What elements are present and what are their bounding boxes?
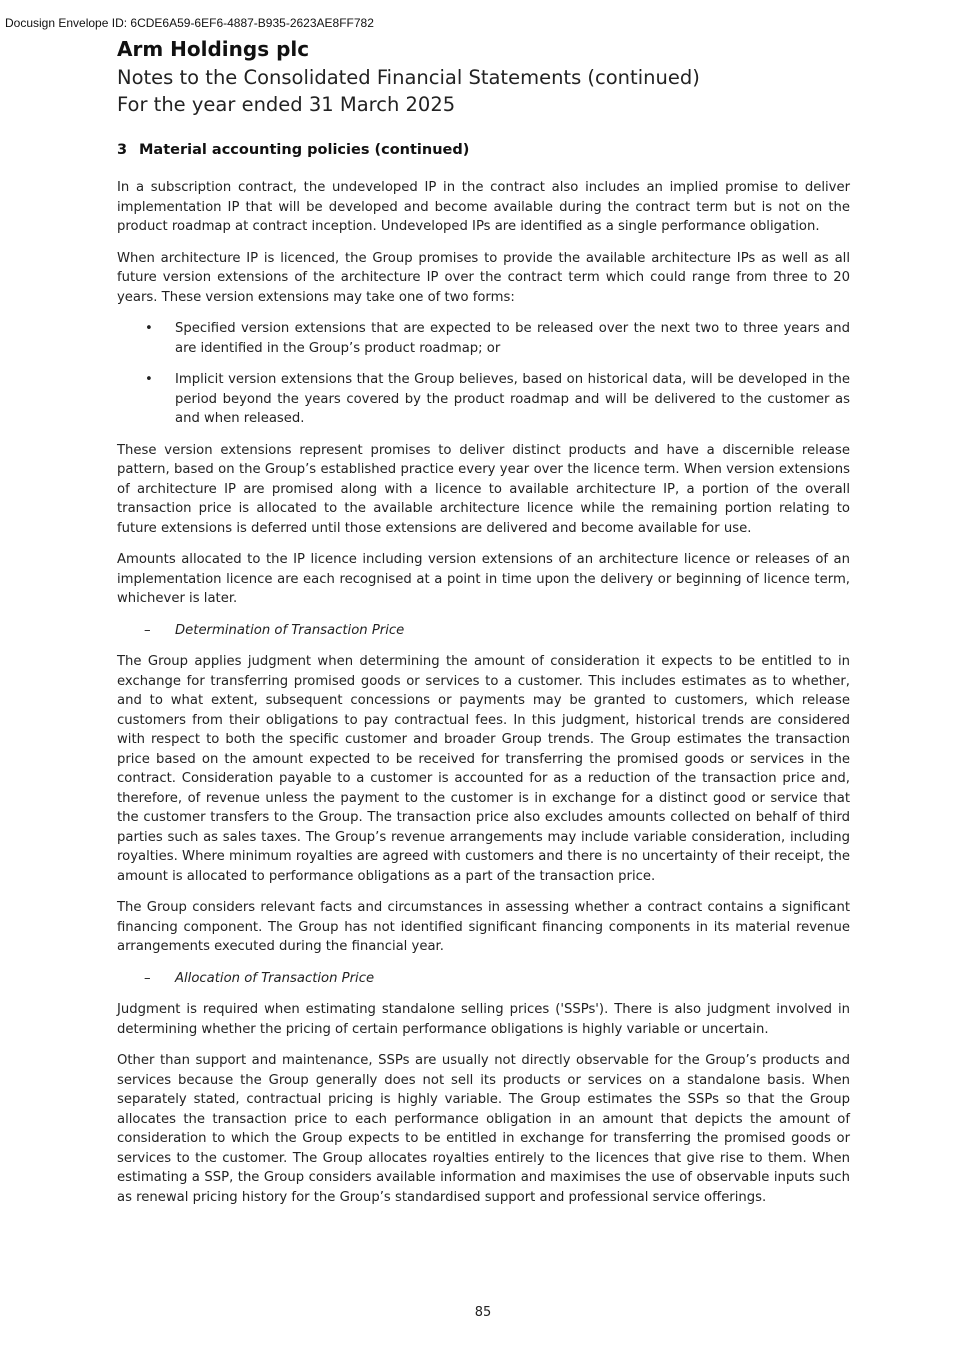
bullet-text: Implicit version extensions that the Group believes, based on historical data, will be developed in the period beyond the years covered by the product roadmap and will be delivered to the customer as and when released. [175, 372, 850, 426]
reporting-period: For the year ended 31 March 2025 [117, 93, 456, 116]
section-title: Material accounting policies (continued) [139, 142, 470, 158]
dash-icon: – [144, 622, 151, 638]
document-body [117, 34, 850, 1219]
section-number: 3 [117, 142, 128, 158]
section-heading [117, 142, 850, 158]
subheading-determination [117, 621, 850, 641]
bullet-icon: • [145, 321, 153, 336]
paragraph-ip-licence-amounts: Amounts allocated to the IP licence including version extensions of an architecture licence or releases of an implementation licence are each recognised at a point in time upon the delivery or beginning of licence term, whichever is later. [117, 552, 850, 606]
subheading-text: Determination of Transaction Price [175, 622, 405, 638]
bullet-item-implicit-extensions [117, 370, 850, 429]
docusign-envelope-id: Docusign Envelope ID: 6CDE6A59-6EF6-4887-B935-2623AE8FF782 [5, 16, 374, 30]
paragraph-transaction-price-judgment: The Group applies judgment when determining the amount of consideration it expects to be entitled to in exchange for transferring promised goods or services to a customer. This includes estimates as to whether, and to what extent, subsequent concessions or payments may be granted to customers, which release customers from their obligations to pay contractual fees. In this judgment, historical trends are considered with respect to both the specific customer and broader Group trends. The Group estimates the transaction price based on the amount expected to be received for transferring the promised goods or services in the contract. Consideration payable to a customer is accounted for as a reduction of the transaction price and, therefore, of revenue unless the payment to the customer is in exchange for a distinct good or service that the customer transfers to the Group. The transaction price also excludes amounts collected on behalf of third parties such as sales taxes. The Group’s revenue arrangements may include variable consideration, including royalties. Where minimum royalties are agreed with customers and there is no uncertainty of their receipt, the amount is allocated to performance obligations as a part of the transaction price. [117, 654, 850, 884]
paragraph-ssp-estimation: Other than support and maintenance, SSPs are usually not directly observable for the Group’s products and services because the Group generally does not sell its products or services on a standalone basis. When separately stated, contractual pricing is highly variable. The Group estimates the SSPs so that the Group allocates the transaction price to each performance obligation in an amount that depicts the amount of consideration to which the Group expects to be entitled in exchange for transferring the promised goods or services to the customer. The Group allocates royalties entirely to the licences that give rise to them. When estimating a SSP, the Group considers available information and maximises the use of observable inputs such as renewal pricing history for the Group’s standardised support and professional service offerings. [117, 1053, 850, 1205]
subheading-text: Allocation of Transaction Price [175, 970, 375, 986]
document-subtitle: Notes to the Consolidated Financial Statements (continued) [117, 66, 700, 89]
paragraph-ssp-judgment: Judgment is required when estimating standalone selling prices ('SSPs'). There is also judgment involved in determining whether the pricing of certain performance obligations is highly variable or uncertain. [117, 1002, 850, 1037]
bullet-item-specified-extensions [117, 319, 850, 358]
paragraph-version-extensions: These version extensions represent promises to deliver distinct products and have a discernible release pattern, based on the Group’s established practice every year over the licence term. When version extensions of architecture IP are promised along with a licence to available architecture IP, a portion of the overall transaction price is allocated to the available architecture licence while the remaining portion relating to future extensions is deferred until those extensions are delivered and become available for use. [117, 442, 850, 536]
bullet-text: Specified version extensions that are expected to be released over the next two to three years and are identified in the Group’s product roadmap; or [175, 321, 850, 356]
paragraph-financing-component: The Group considers relevant facts and circumstances in assessing whether a contract contains a significant financing component. The Group has not identified significant financing components in its material revenue arrangements executed during the financial year. [117, 900, 850, 954]
company-name: Arm Holdings plc [117, 37, 310, 61]
page-number: 85 [474, 1305, 492, 1320]
paragraph-subscription-contract: In a subscription contract, the undeveloped IP in the contract also includes an implied promise to deliver implementation IP that will be developed and become available during the contract term but is not on the product roadmap at contract inception. Undeveloped IPs are identified as a single performance obligation. [117, 180, 850, 234]
paragraph-architecture-ip: When architecture IP is licenced, the Group promises to provide the available architecture IPs as well as all future version extensions of the architecture IP over the contract term which could range from three to 20 years. These version extensions may take one of two forms: [117, 250, 850, 305]
subheading-allocation [117, 969, 850, 989]
bullet-icon: • [145, 372, 153, 387]
dash-icon: – [144, 970, 151, 986]
